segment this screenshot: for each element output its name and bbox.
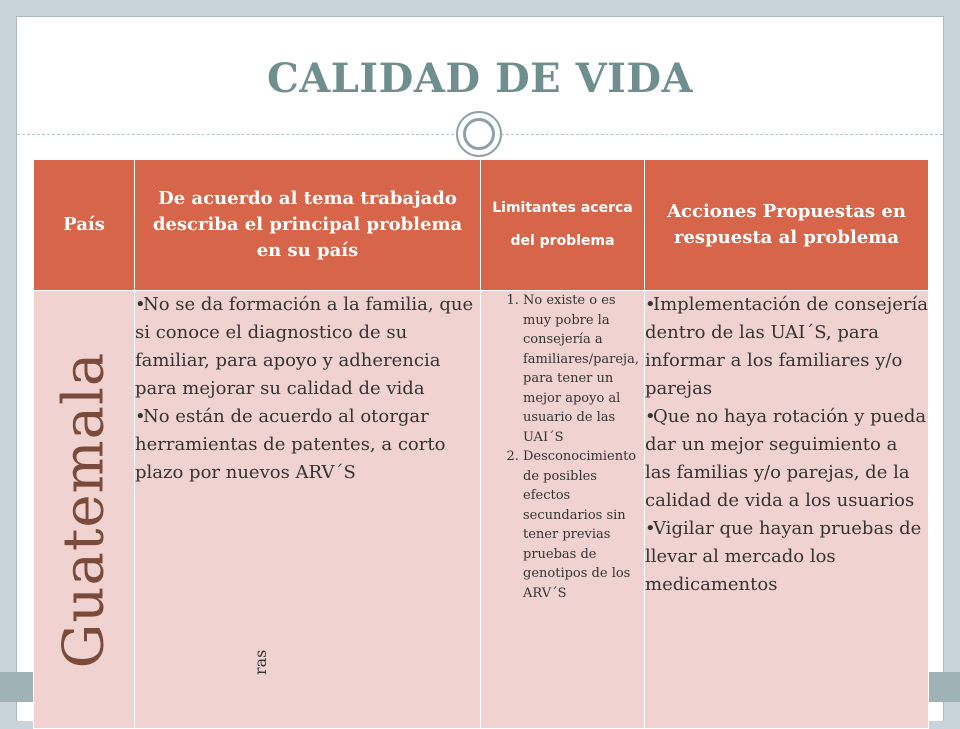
actions-list [645, 291, 928, 599]
data-table [33, 159, 929, 729]
limitations-list [481, 291, 644, 603]
country-name: Guatemala [51, 351, 117, 668]
header-country: País [34, 160, 135, 291]
country-cell [34, 291, 135, 729]
circle-ornament-icon [456, 111, 502, 157]
list-item: 2. Desconocimiento de posibles efectos secundarios sin tener previas pruebas de genotipos de los ARV´S [523, 447, 644, 603]
list-item: 1. No existe o es muy pobre la consejería a familiares/pareja, para tener un mejor apoyo al usuario de las UAI´S [523, 291, 644, 447]
list-item: • Que no haya rotación y pueda dar un mejor seguimiento a las familias y/o parejas, de la calidad de vida a los usuarios [645, 403, 928, 515]
list-item: • No se da formación a la familia, que si conoce el diagnostico de su familiar, para apoyo y adherencia para mejorar su calidad de vida [135, 291, 480, 403]
slide-title: CALIDAD DE VIDA [266, 55, 694, 102]
list-item: • Implementación de consejería dentro de las UAI´S, para informar a los familiares y/o parejas [645, 291, 928, 403]
problem-cell [135, 291, 481, 729]
table-header-row [34, 160, 929, 291]
header-problem: De acuerdo al tema trabajado describa el principal problema en su país [135, 160, 481, 291]
list-item: • No están de acuerdo al otorgar herramientas de patentes, a corto plazo por nuevos ARV´S [135, 403, 480, 487]
stray-text: ras [251, 649, 270, 675]
limitations-cell [481, 291, 645, 729]
actions-cell [645, 291, 929, 729]
header-limitations: Limitantes acerca del problema [481, 160, 645, 291]
header-actions: Acciones Propuestas en respuesta al problema [645, 160, 929, 291]
table-row [34, 291, 929, 729]
list-item: • Vigilar que hayan pruebas de llevar al mercado los medicamentos [645, 515, 928, 599]
problem-list [135, 291, 480, 487]
